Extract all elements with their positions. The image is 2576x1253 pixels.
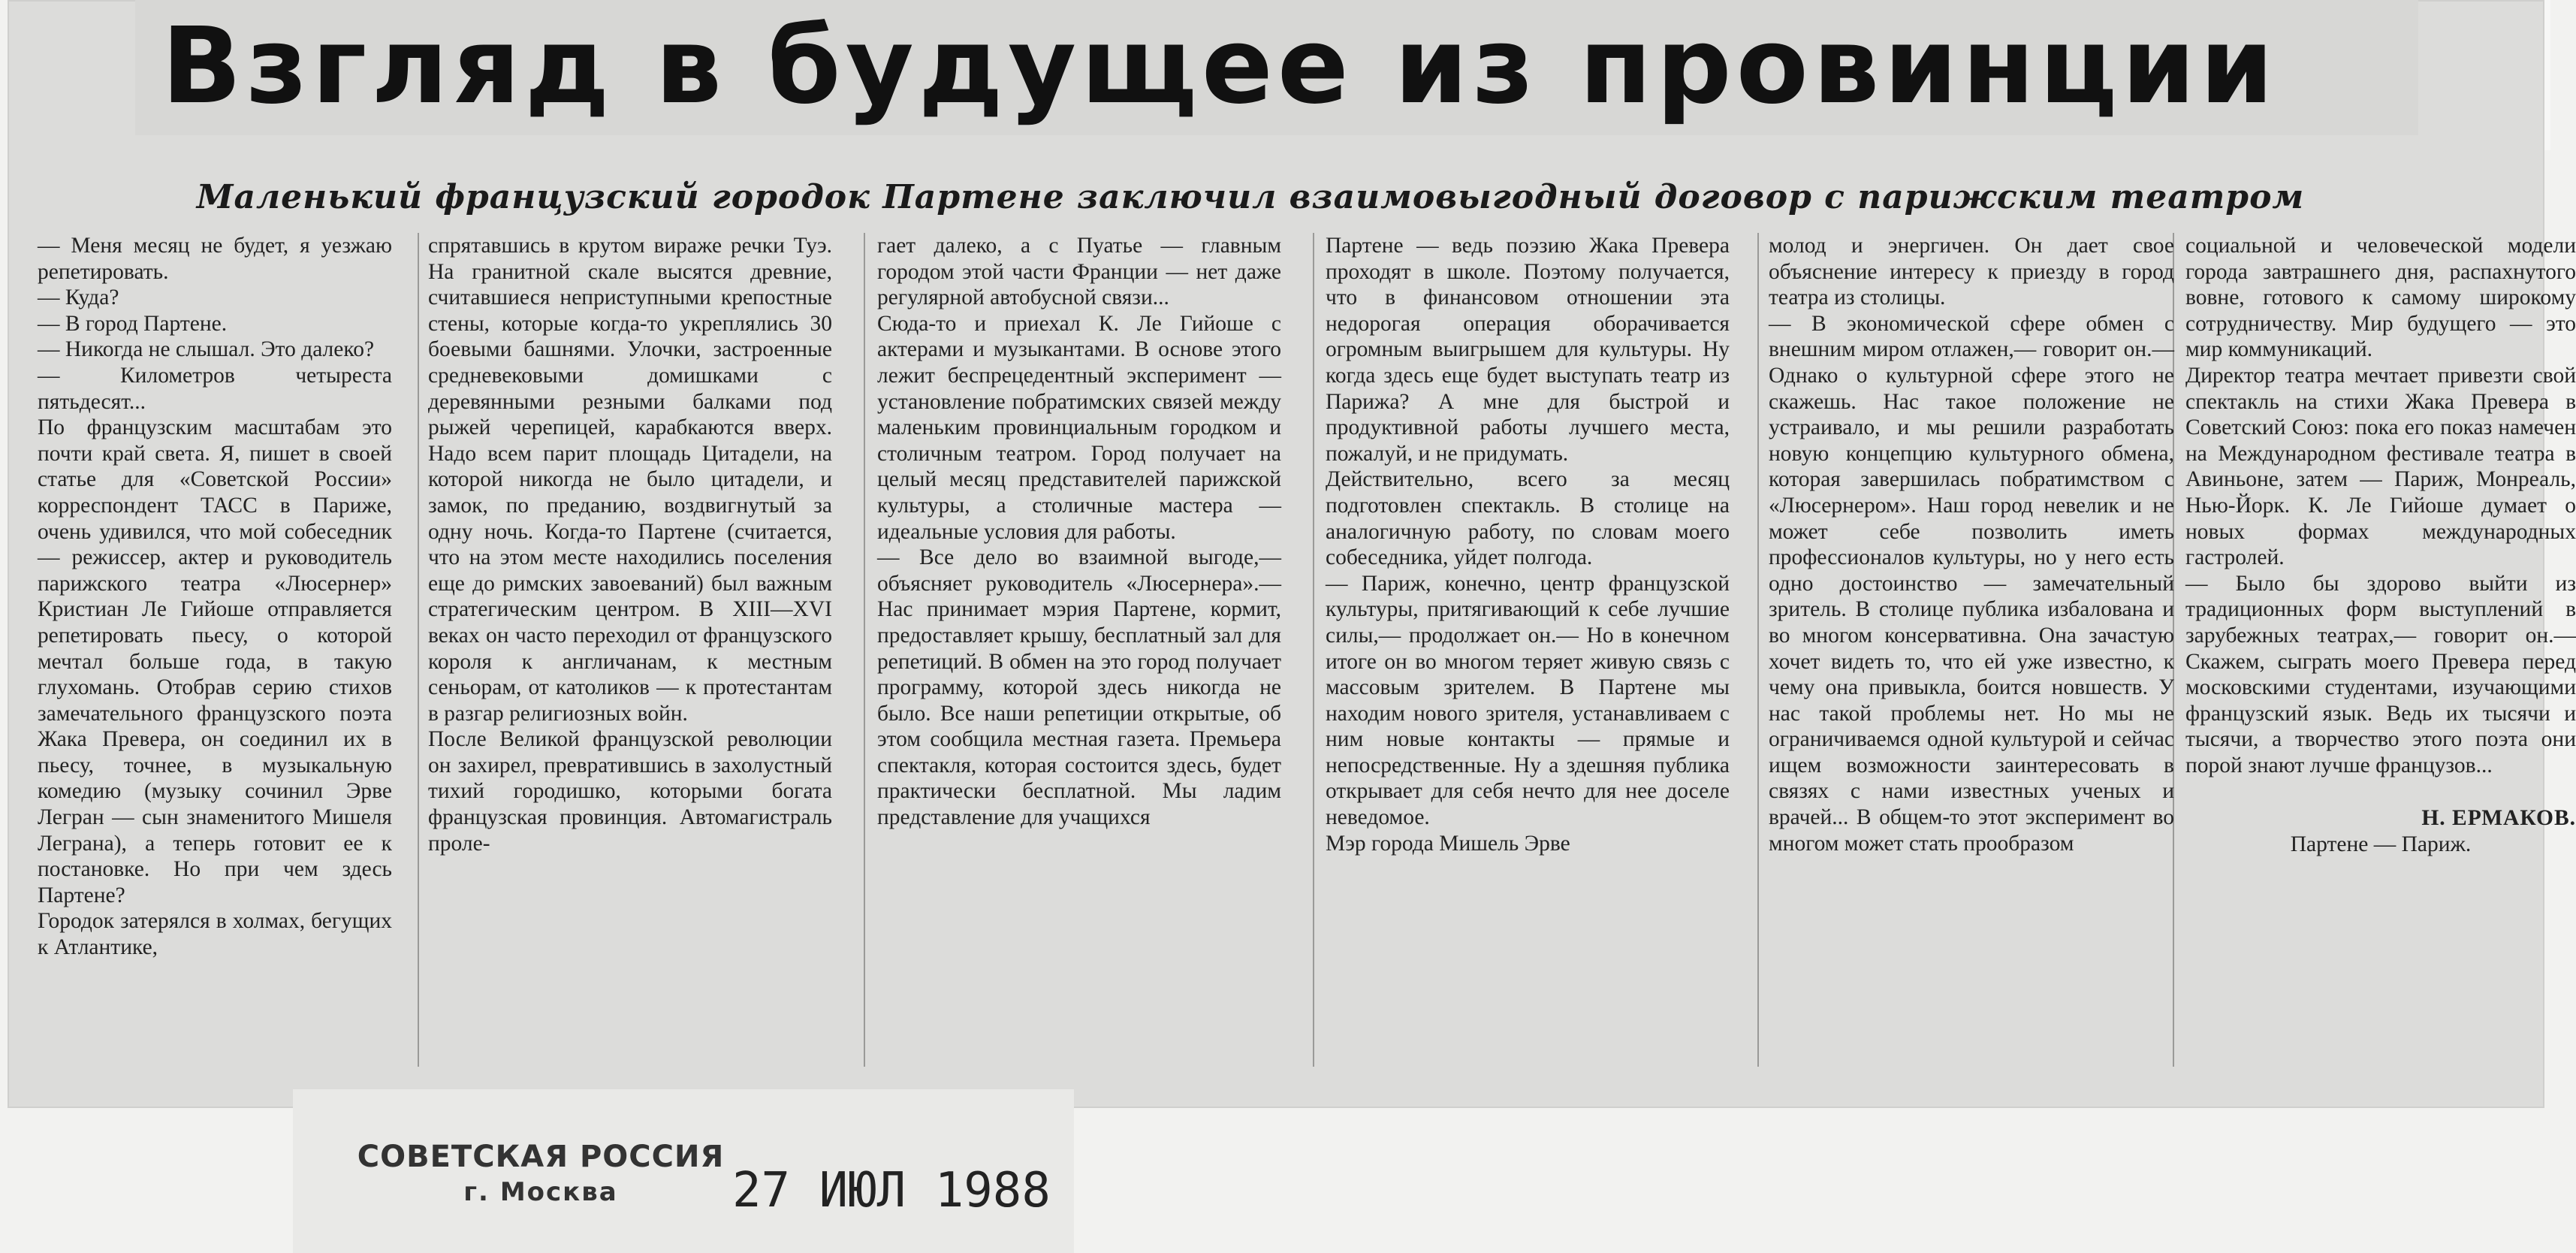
- column-text: — Меня месяц не будет, я уезжаю репетировать. — Куда? — В город Партене. — Никогда не слышал. Это далеко? — Километров четыреста пятьдесят... По французским масштабам это почти край света. Я, пишет в своей статье для «Советской России» корреспондент ТАСС в Париже, очень удивился, что мой собеседник — режиссер, актер и руководитель парижского театра «Люсернер» Кристиан Ле Гийоше отправляется репетировать пьесу, о которой мечтал больше года, в такую глухомань. Отобрав серию стихов замечательного французского поэта Жака Превера, он соединил их в пьесу, точнее, в музыкальную комедию (музыку сочинил Эрве Легран — сын знаменитого Мишеля Леграна), а теперь готовит ее к постановке. Но при чем здесь Партене? Городок затерялся в холмах, бегущих к Атлантике,: [38, 234, 392, 960]
- column-text: Партене — ведь поэзию Жака Превера проходят в школе. Поэтому получается, что в финансовом отношении эта недорогая операция оборачивается огромным выигрышем для культуры. Ну когда здесь еще будет выступать театр из Парижа? А мне для быстрой и продуктивной работы лучшего места, пожалуй, и не придумать. Действительно, всего за месяц подготовлен спектакль. В столице на аналогичную работу, по словам моего собеседника, уйдет полгода. — Париж, конечно, центр французской культуры, притягивающий к себе лучшие силы,— продолжает он.— Но в конечном итоге он во многом теряет живую связь с массовым зрителем. В Партене мы находим нового зрителя, устанавливаем с ним новые контакты — прямые и непосредственные. Ну а здешняя публика открывает для себя нечто для нее доселе неведомое. Мэр города Мишель Эрве: [1326, 234, 1730, 856]
- column-text: гает далеко, а с Пуатье — главным городом этой части Франции — нет даже регулярной автобусной связи... Сюда-то и приехал К. Ле Гийоше с актерами и музыкантами. В основе этого лежит беспрецедентный эксперимент — установление побратимских связей между маленьким провинциальным городком и столичным театром. Город получает на целый месяц представителей парижской культуры, а столичные мастера — идеальные условия для работы. — Все дело во взаимной выгоде,— объясняет руководитель «Люсернера».— Нас принимает мэрия Партене, кормит, предоставляет крышу, бесплатный зал для репетиций. В обмен на это город получает программу, которой здесь никогда не было. Все наши репетиции открытые, об этом сообщила местная газета. Премьера спектакля, которая состоится здесь, будет практически бесплатной. Мы ладим представление для учащихся: [877, 234, 1281, 830]
- article-column-5: [1769, 233, 2174, 1067]
- column-text: молод и энергичен. Он дает свое объяснение интересу к приезду в город театра из столицы. — В экономической сфере обмен с внешним миром отлажен,— говорит он.— Однако о культурной сфере этого не скажешь. Нас такое положение не устраивало, и мы решили разработать новую концепцию культурного обмена, которая завершилась побратимством с «Люсернером». Наш город невелик и не может себе позволить иметь профессионалов культуры, но у него есть одно достоинство — замечательный зритель. В столице публика избалована и во многом консервативна. Она зачастую хочет видеть то, что ей уже известно, к чему она привыкла, боится новшеств. У нас такой проблемы нет. Но мы не ограничиваемся одной культурой и сейчас ищем возможности заинтересовать в связях с нами известных ученых и врачей... В общем-то этот эксперимент во многом может стать прообразом: [1769, 234, 2174, 856]
- article-column-3: [877, 233, 1281, 1067]
- article-column-2: [428, 233, 832, 1067]
- article-subheadline: Маленький французский городок Партене заключил взаимовыгодный договор с парижским театром: [196, 178, 2305, 216]
- article-column-1: [38, 233, 392, 1067]
- newspaper-stamp: [315, 1123, 766, 1253]
- article-body: [38, 233, 2576, 1067]
- dateline: Партене — Париж.: [2290, 832, 2472, 857]
- article-column-4: [1326, 233, 1730, 1067]
- stamp-city: г. Москва: [463, 1177, 618, 1207]
- article-column-6: [2185, 233, 2576, 1067]
- author-signature: Н. ЕРМАКОВ.: [2421, 806, 2576, 831]
- stamp-date: 27 ИЮЛ 1988: [732, 1163, 1051, 1218]
- column-text: социальной и человеческой модели города завтрашнего дня, распахнутого вовне, готового к самому широкому сотрудничеству. Мир будущего — это мир коммуникаций. Директор театра мечтает привезти свой спектакль на стихи Жака Превера в Советский Союз: пока его показ намечен на Международном фестивале театра в Авиньоне, затем — Париж, Монреаль, Нью-Йорк. К. Ле Гийоше думает о новых формах международных гастролей. — Было бы здорово выйти из традиционных форм выступлений в зарубежных театрах,— говорит он.— Скажем, сыграть моего Превера перед московскими студентами, изучающими французский язык. Ведь их тысячи и тысячи, а творчество этого поэта они порой знают лучше французов...: [2185, 234, 2576, 777]
- stamp-newspaper-name: СОВЕТСКАЯ РОССИЯ: [357, 1140, 725, 1174]
- article-headline: Взгляд в будущее из провинции: [161, 5, 2279, 128]
- column-text: спрятавшись в крутом вираже речки Туэ. На гранитной скале высятся древние, считавшиеся неприступными крепостные стены, которые когда-то укреплялись 30 боевыми башнями. Улочки, застроенные средневековыми домишками с деревянными резными балками под рыжей черепицей, карабкаются вверх. Надо всем парит площадь Цитадели, на которой никогда не было цитадели, и замок, по преданию, воздвигнутый за одну ночь. Когда-то Партене (считается, что на этом месте находились поселения еще до римских завоеваний) был важным стратегическим центром. В XIII—XVI веках он часто переходил от французского короля к англичанам, к местным сеньорам, от католиков — к протестантам в разгар религиозных войн. После Великой французской революции он захирел, превратившись в захолустный тихий городишко, которыми богата французская провинция. Автомагистраль проле-: [428, 234, 832, 856]
